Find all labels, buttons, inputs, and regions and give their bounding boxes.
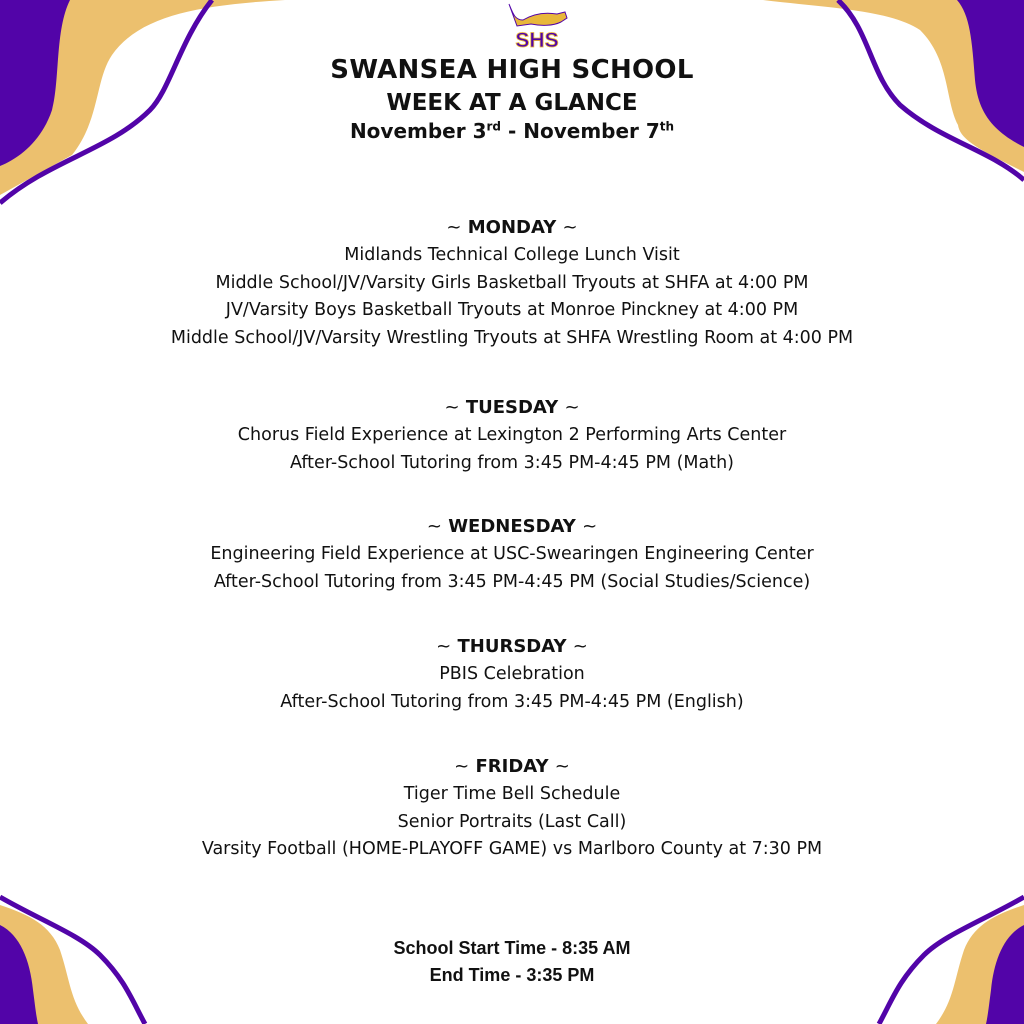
event-item: After-School Tutoring from 3:45 PM-4:45 PM (Math) <box>289 452 734 473</box>
page-subtitle: WEEK AT A GLANCE <box>386 90 638 116</box>
event-item: Midlands Technical College Lunch Visit <box>344 245 680 265</box>
end-date-suffix: th <box>659 119 675 134</box>
date-separator: - <box>501 119 524 143</box>
day-heading: ~ WEDNESDAY ~ <box>426 516 598 537</box>
school-start-time: School Start Time - 8:35 AM <box>393 938 631 958</box>
day-section-tuesday <box>0 394 1024 477</box>
day-section-monday <box>0 214 1024 352</box>
tiger-icon <box>505 0 570 50</box>
event-item: Varsity Football (HOME-PLAYOFF GAME) vs Marlboro County at 7:30 PM <box>201 839 823 859</box>
event-item: Middle School/JV/Varsity Wrestling Tryouts at SHFA Wrestling Room at 4:00 PM <box>170 327 854 348</box>
event-item: Tiger Time Bell Schedule <box>403 784 621 804</box>
day-section-friday <box>0 753 1024 864</box>
event-item: After-School Tutoring from 3:45 PM-4:45 PM (English) <box>280 691 744 712</box>
school-logo <box>505 0 570 50</box>
day-heading: ~ THURSDAY ~ <box>436 636 588 657</box>
event-item: Middle School/JV/Varsity Girls Basketball Tryouts at SHFA at 4:00 PM <box>215 272 809 293</box>
event-item: After-School Tutoring from 3:45 PM-4:45 PM (Social Studies/Science) <box>213 571 811 592</box>
day-section-wednesday <box>0 513 1024 596</box>
event-item: PBIS Celebration <box>439 664 585 684</box>
event-item: JV/Varsity Boys Basketball Tryouts at Monroe Pinckney at 4:00 PM <box>225 300 799 320</box>
day-heading: ~ MONDAY ~ <box>446 217 578 238</box>
end-date: November 7 <box>523 119 660 143</box>
date-range <box>0 119 1024 143</box>
event-item: Senior Portraits (Last Call) <box>397 811 627 832</box>
day-section-thursday <box>0 633 1024 716</box>
start-date-suffix: rd <box>486 119 501 134</box>
day-heading: ~ TUESDAY ~ <box>444 397 580 418</box>
event-item: Engineering Field Experience at USC-Swearingen Engineering Center <box>210 544 814 564</box>
day-heading: ~ FRIDAY ~ <box>454 756 570 777</box>
school-name: SWANSEA HIGH SCHOOL <box>330 55 694 85</box>
event-item: Chorus Field Experience at Lexington 2 Performing Arts Center <box>237 425 787 445</box>
school-end-time: End Time - 3:35 PM <box>429 965 595 985</box>
svg-text:SHS: SHS <box>515 29 559 50</box>
start-date: November 3 <box>349 119 487 143</box>
